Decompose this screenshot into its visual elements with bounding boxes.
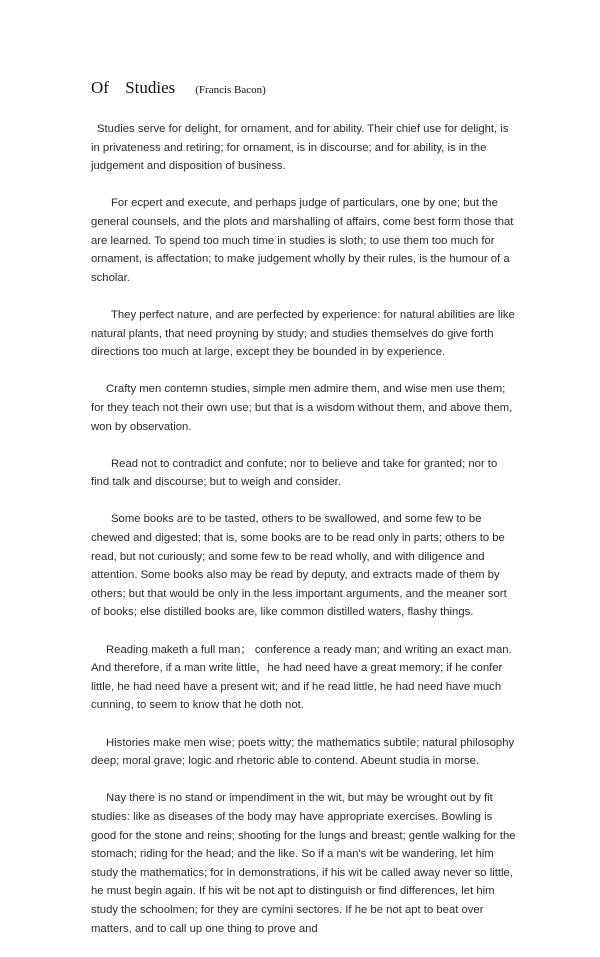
paragraph-5: Read not to contradict and confute; nor to believe and take for granted; nor to find talk and discourse; but to weigh and consider. <box>91 457 498 489</box>
paragraph-1: Studies serve for delight, for ornament, and for ability. Their chief use for delight, is in privateness and retiring; for ornament, is in discourse; and for ability, is in the judgement and disposition of business. <box>91 123 509 173</box>
paragraph-7: Reading maketh a full man； conference a ready man; and writing an exact man. And therefore, if a man write little，he had need have a great memory; if he confer little, he had need have a present wit; and if he read little, he had need have much cunning, to seem to know that he doth not. <box>91 643 512 712</box>
paragraph-6: Some books are to be tasted, others to be swallowed, and some few to be chewed and digested; that is, some books are to be read only in parts; others to be read, but not curiously; and some few to be read wholly, and with diligence and attention. Some books also may be read by deputy, and extracts made of them by others; but that would be only in the less important arguments, and the meaner sort of books; else distilled books are, like common distilled waters, flashy things. <box>91 513 507 619</box>
essay-body <box>91 120 517 957</box>
paragraph-3: They perfect nature, and are perfected by experience: for natural abilities are like natural plants, that need proyning by study; and studies themselves do give forth directions too much at large, except they be bounded in by experience. <box>91 308 515 359</box>
paragraph-8: Histories make men wise; poets witty; the mathematics subtile; natural philosophy deep; moral grave; logic and rhetoric able to contend. Abeunt studia in morse. <box>91 736 515 768</box>
paragraph-4: Crafty men contemn studies, simple men admire them, and wise men use them; for they teach not their own use; but that is a wisdom without them, and above them, won by observation. <box>91 383 513 433</box>
title-row <box>91 78 266 98</box>
author-name: (Francis Bacon) <box>195 84 266 96</box>
paragraph-9: Nay there is no stand or impendiment in the wit, but may be wrought out by fit studies: like as diseases of the body may have appropriate exercises. Bowling is good for the stone and reins; shooting for the lungs and breast; gentle walking for the stomach; riding for the head; and the like. So if a man's wit be wandering, let him study the mathematics; for in demonstrations, if his wit be called away never so little, he must begin again. If his wit be not apt to distinguish or find differences, let him study the schoolmen; for they are cymini sectores. If he be not apt to beat over matters, and to call up one thing to prove and <box>91 792 516 935</box>
paragraph-2: For ecpert and execute, and perhaps judge of particulars, one by one; but the general counsels, and the plots and marshalling of affairs, come best form those that are learned. To spend too much time in studies is sloth; to use them too much for ornament, is affectation; to make judgement wholly by their rules, is the humour of a scholar. <box>91 197 514 284</box>
page-title: Of Studies <box>91 78 176 97</box>
